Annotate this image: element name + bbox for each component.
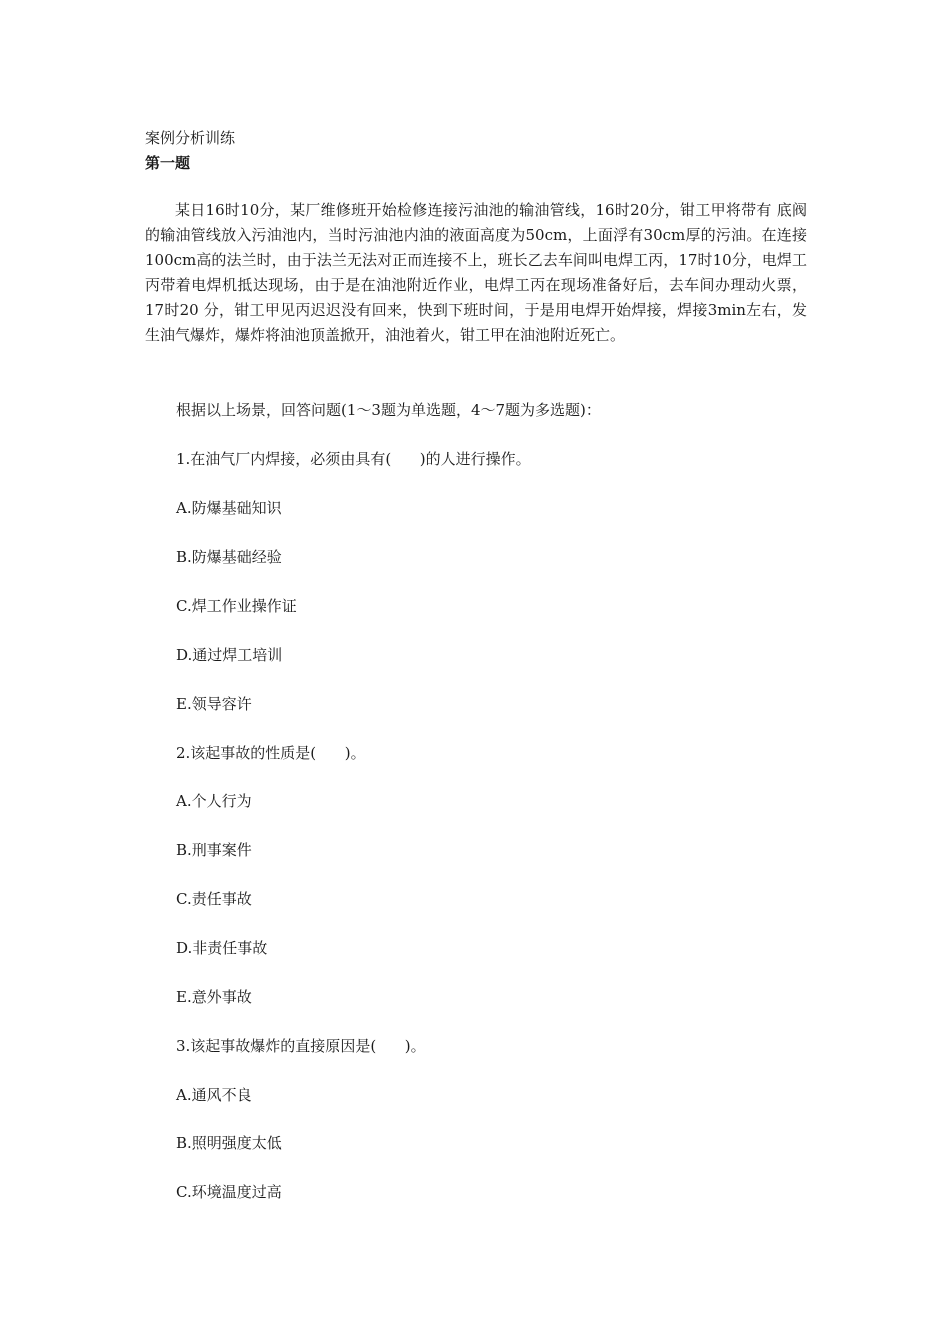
question-1-option-b: B.防爆基础经验 [176,548,282,566]
question-1-option-d: D.通过焊工培训 [176,646,283,664]
question-2-option-a: A.个人行为 [176,792,252,810]
question-2-stem: 2.该起事故的性质是( )。 [176,744,366,762]
question-2-option-d: D.非责任事故 [176,939,268,957]
question-2-option-e: E.意外事故 [176,988,252,1006]
question-3-option-b: B.照明强度太低 [176,1134,282,1152]
question-1-stem: 1.在油气厂内焊接，必须由具有( )的人进行操作。 [176,450,531,468]
scenario-paragraph: 某日16时10分，某厂维修班开始检修连接污油池的输油管线，16时20分，钳工甲将带有 底阀的输油管线放入污油池内，当时污油池内油的液面高度为50cm，上面浮有30cm厚的污油。在连接100cm高的法兰时，由于法兰无法对正而连接不上，班长乙去车间叫电焊工丙，17时10分，电焊工丙带着电焊机抵达现场，由于是在油池附近作业，电焊工丙在现场准备好后，去车间办理动火票，17时20 分，钳工甲见丙迟迟没有回来，快到下班时间，于是用电焊开始焊接，焊接3min左右，发生油气爆炸，爆炸将油池顶盖掀开，油池着火，钳工甲在油池附近死亡。 [145,201,807,344]
question-3-stem: 3.该起事故爆炸的直接原因是( )。 [176,1037,426,1055]
question-3-option-c: C.环境温度过高 [176,1183,282,1201]
question-2-option-c: C.责任事故 [176,890,252,908]
question-1-option-c: C.焊工作业操作证 [176,597,297,615]
section-title: 第一题 [145,154,191,172]
instruction-text: 根据以上场景，回答问题(1～3题为单选题，4～7题为多选题)： [176,401,601,419]
question-1-option-e: E.领导容许 [176,695,252,713]
document-title: 案例分析训练 [145,129,236,147]
question-3-option-a: A.通风不良 [176,1086,252,1104]
question-2-option-b: B.刑事案件 [176,841,252,859]
question-1-option-a: A.防爆基础知识 [176,499,282,517]
